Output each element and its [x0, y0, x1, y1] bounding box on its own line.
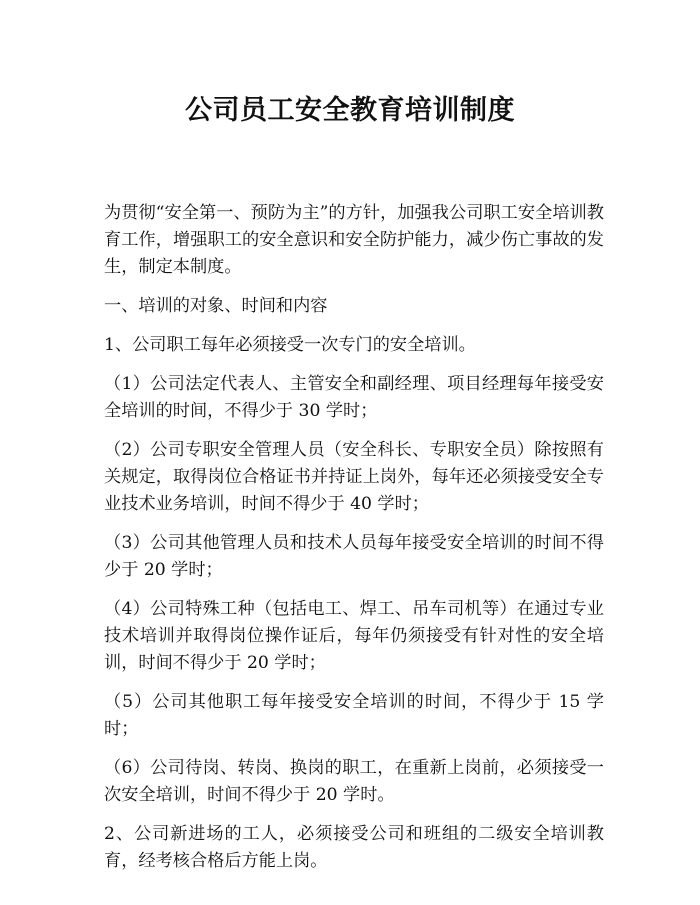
clause-1-item-1: （1）公司法定代表人、主管安全和副经理、项目经理每年接受安全培训的时间，不得少于 30 学时； — [104, 374, 604, 421]
clause-1-item-4: （4）公司特殊工种（包括电工、焊工、吊车司机等）在通过专业技术培训并取得岗位操作证后，每年仍须接受有针对性的安全培训，时间不得少于 20 学时； — [104, 599, 604, 673]
document-body — [104, 200, 604, 887]
clause-1-item-2: （2）公司专职安全管理人员（安全科长、专职安全员）除按照有关规定，取得岗位合格证书并持证上岗外，每年还必须接受安全专业技术业务培训，时间不得少于 40 学时； — [104, 440, 604, 514]
clause-1: 1、公司职工每年必须接受一次专门的安全培训。 — [104, 335, 476, 355]
clause-1-item-6: （6）公司待岗、转岗、换岗的职工，在重新上岗前，必须接受一次安全培训，时间不得少于 20 学时。 — [104, 758, 604, 805]
intro-paragraph: 为贯彻“安全第一、预防为主”的方针，加强我公司职工安全培训教育工作，增强职工的安全意识和安全防护能力，减少伤亡事故的发生，制定本制度。 — [104, 203, 604, 277]
clause-1-item-3: （3）公司其他管理人员和技术人员每年接受安全培训的时间不得少于 20 学时； — [104, 533, 604, 580]
document-title: 公司员工安全教育培训制度 — [185, 95, 515, 126]
clause-2: 2、公司新进场的工人，必须接受公司和班组的二级安全培训教育，经考核合格后方能上岗。 — [104, 824, 604, 871]
clause-1-item-5: （5）公司其他职工每年接受安全培训的时间，不得少于 15 学时； — [104, 692, 604, 739]
section-heading: 一、培训的对象、时间和内容 — [104, 296, 328, 316]
